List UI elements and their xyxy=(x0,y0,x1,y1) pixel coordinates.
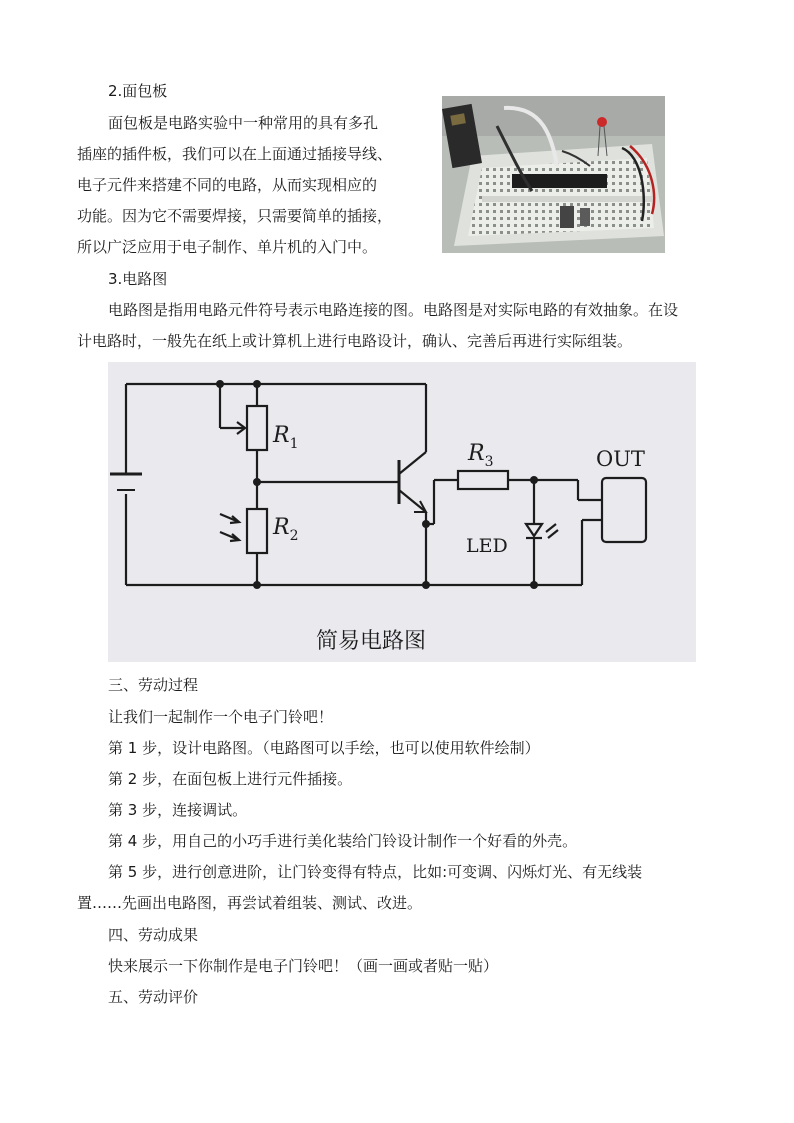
breadboard-paragraph-line: 插座的插件板，我们可以在上面通过插接导线、 xyxy=(77,145,393,163)
breadboard-paragraph-line: 功能。因为它不需要焊接，只需要简单的插接， xyxy=(77,207,393,225)
breadboard-photo xyxy=(442,96,665,253)
circuit-paragraph-line: 电路图是指用电路元件符号表示电路连接的图。电路图是对实际电路的有效抽象。在设 xyxy=(108,301,679,319)
svg-text:R3 xyxy=(467,441,494,470)
r3-subscript: 3 xyxy=(484,454,494,470)
process-step-continuation: 置……先画出电路图，再尝试着组装、测试、改进。 xyxy=(77,894,423,912)
out-label: OUT xyxy=(596,447,645,471)
process-step: 第 4 步，用自己的小巧手进行美化装给门铃设计制作一个好看的外壳。 xyxy=(108,832,578,850)
process-step: 第 1 步，设计电路图。（电路图可以手绘，也可以使用软件绘制） xyxy=(108,739,540,757)
r2-subscript: 2 xyxy=(289,528,299,544)
evaluation-heading: 五、劳动评价 xyxy=(108,988,199,1006)
breadboard-paragraph-line: 所以广泛应用于电子制作、单片机的入门中。 xyxy=(77,238,378,256)
breadboard-paragraph-line: 面包板是电路实验中一种常用的具有多孔 xyxy=(108,114,379,132)
process-step: 第 3 步，连接调试。 xyxy=(108,801,248,819)
circuit-heading: 3.电路图 xyxy=(108,270,168,288)
process-heading: 三、劳动过程 xyxy=(108,676,199,694)
process-step: 第 5 步，进行创意进阶，让门铃变得有特点，比如:可变调、闪烁灯光、有无线装 xyxy=(108,863,643,881)
breadboard-heading: 2.面包板 xyxy=(108,82,168,100)
process-step: 第 2 步，在面包板上进行元件插接。 xyxy=(108,770,353,788)
r1-subscript: 1 xyxy=(289,436,299,452)
led-label: LED xyxy=(466,535,508,557)
circuit-paragraph-line: 计电路时，一般先在纸上或计算机上进行电路设计，确认、完善后再进行实际组装。 xyxy=(77,332,633,350)
process-intro: 让我们一起制作一个电子门铃吧！ xyxy=(108,708,334,726)
result-heading: 四、劳动成果 xyxy=(108,926,199,944)
result-text: 快来展示一下你制作是电子门铃吧！（画一画或者贴一贴） xyxy=(108,957,499,975)
circuit-diagram xyxy=(108,362,696,662)
svg-text:R2 xyxy=(272,515,299,544)
r2-label: R xyxy=(273,515,290,540)
diagram-caption: 简易电路图 xyxy=(316,629,427,654)
breadboard-paragraph-line: 电子元件来搭建不同的电路，从而实现相应的 xyxy=(77,176,378,194)
r3-label: R xyxy=(468,441,485,466)
r1-label: R xyxy=(273,423,290,448)
svg-text:R1 xyxy=(272,423,299,452)
